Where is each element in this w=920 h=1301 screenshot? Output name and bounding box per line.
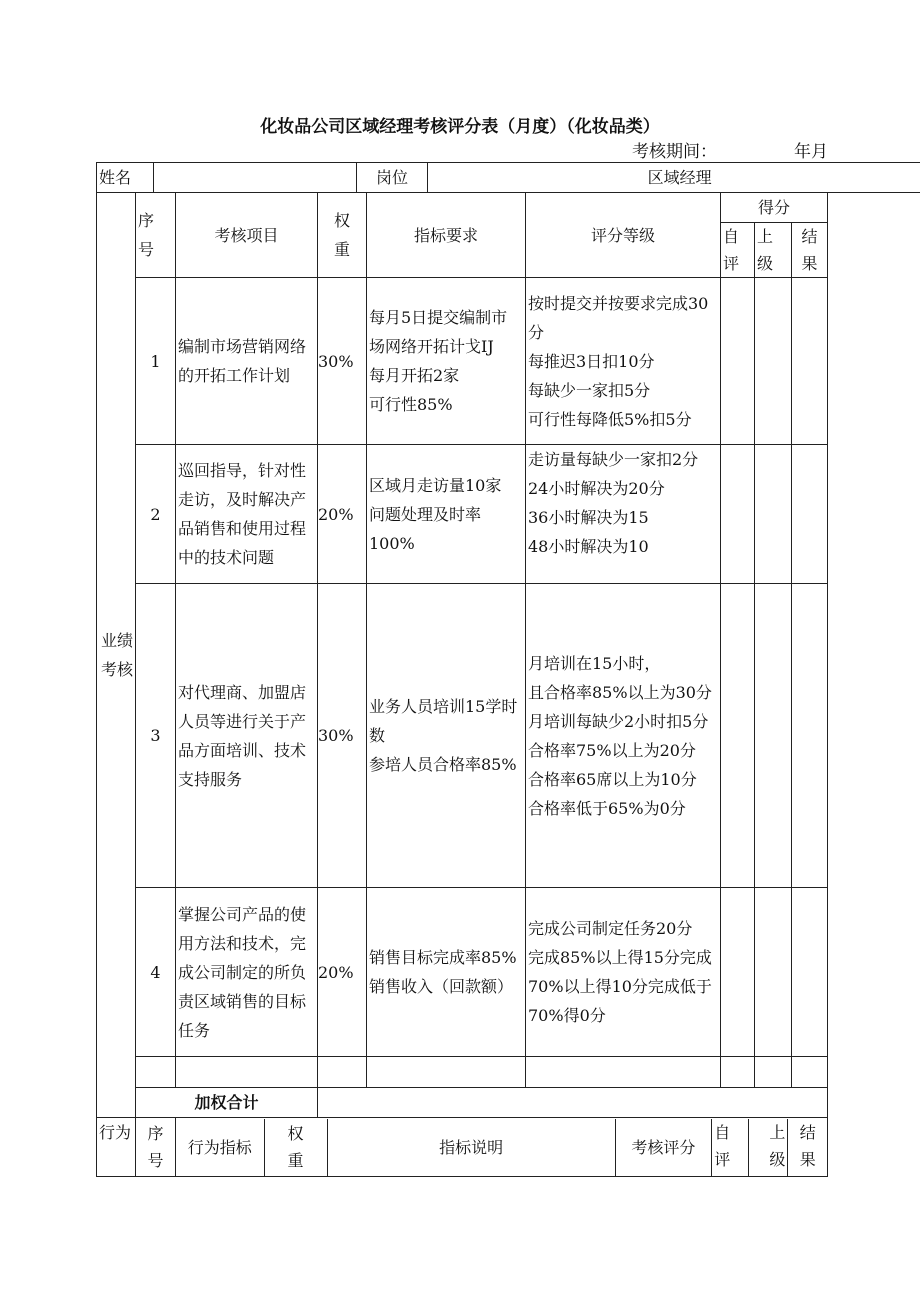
period-label: 考核期间： bbox=[632, 142, 717, 162]
behavior-subtable bbox=[176, 1119, 827, 1176]
row-weight: 20% bbox=[318, 445, 367, 584]
score-result[interactable] bbox=[792, 278, 828, 445]
row-requirement bbox=[367, 888, 526, 1057]
col-superior-text: 上级 bbox=[757, 227, 774, 273]
behavior-weight-text: 权重 bbox=[287, 1124, 304, 1170]
req-line: 问题处理及时率100% bbox=[369, 504, 482, 553]
grade-line: 合格率75%以上为20分 bbox=[528, 740, 696, 760]
empty-cell bbox=[318, 1057, 367, 1088]
col-item-header: 考核项目 bbox=[176, 193, 318, 278]
grade-line: 36小时解决为15 bbox=[528, 508, 649, 527]
row-item: 编制市场营销网络的开拓工作计划 bbox=[176, 278, 318, 445]
behavior-score-header: 考核评分 bbox=[615, 1119, 712, 1176]
behavior-label: 行为 bbox=[97, 1118, 136, 1177]
behavior-result-header bbox=[788, 1119, 827, 1176]
grade-line: 完成公司制定任务20分 bbox=[528, 919, 693, 938]
score-result[interactable] bbox=[792, 445, 828, 584]
grade-line: 可行性每降低5%扣5分 bbox=[528, 409, 692, 429]
score-superior[interactable] bbox=[755, 278, 792, 445]
row-seq: 2 bbox=[136, 445, 176, 584]
behavior-seq-header bbox=[136, 1118, 176, 1177]
name-value[interactable] bbox=[154, 163, 357, 193]
empty-row bbox=[97, 1057, 828, 1088]
score-self[interactable] bbox=[721, 445, 755, 584]
col-grading-header: 评分等级 bbox=[526, 193, 721, 278]
page-title: 化妆品公司区域经理考核评分表（月度）（化妆品类） bbox=[260, 117, 660, 137]
score-superior[interactable] bbox=[755, 445, 792, 584]
grade-line: 月培训在15小时， bbox=[528, 653, 661, 673]
grade-line: 每缺少一家扣5分 bbox=[528, 380, 651, 400]
row-grading bbox=[526, 278, 721, 445]
weighted-total-row bbox=[97, 1088, 828, 1118]
name-label: 姓名 bbox=[97, 163, 154, 193]
score-self[interactable] bbox=[721, 584, 755, 888]
score-result[interactable] bbox=[792, 888, 828, 1057]
req-line: 每月5日提交编制市场网络开拓计戈IJ bbox=[369, 308, 508, 356]
grade-line: 每推迟3日扣10分 bbox=[528, 351, 655, 371]
behavior-result-text: 结果 bbox=[799, 1122, 816, 1169]
req-line: 业务人员培训15学时数 bbox=[369, 697, 518, 745]
row-requirement bbox=[367, 584, 526, 888]
row-grading bbox=[526, 445, 721, 584]
evaluation-table bbox=[96, 162, 920, 193]
grade-line: 24小时解决为20分 bbox=[528, 479, 665, 498]
grade-line: 48小时解决为10 bbox=[528, 537, 649, 556]
row-requirement bbox=[367, 445, 526, 584]
behavior-weight-header bbox=[264, 1119, 327, 1176]
grade-line: 完成85%以上得15分完成70%以上得10分完成低于70%得0分 bbox=[528, 948, 712, 1025]
assessment-period bbox=[632, 137, 828, 162]
table-row bbox=[97, 278, 828, 445]
col-seq-text: 序号 bbox=[138, 211, 155, 259]
section-label bbox=[97, 193, 136, 1118]
period-suffix: 年月 bbox=[794, 142, 828, 162]
behavior-header-cell bbox=[176, 1118, 828, 1177]
row-seq: 3 bbox=[136, 584, 176, 888]
behavior-indicator-header: 行为指标 bbox=[176, 1119, 264, 1176]
req-line: 可行性85% bbox=[369, 395, 453, 414]
empty-cell bbox=[526, 1057, 721, 1088]
row-weight: 20% bbox=[318, 888, 367, 1057]
position-value: 区域经理 bbox=[428, 163, 920, 193]
empty-cell bbox=[136, 1057, 176, 1088]
req-line: 区域月走访量10家 bbox=[369, 475, 502, 495]
performance-table bbox=[96, 192, 828, 1177]
col-self-header bbox=[721, 223, 755, 278]
col-result-text: 结果 bbox=[801, 227, 818, 273]
score-self[interactable] bbox=[721, 888, 755, 1057]
behavior-superior-text: 上级 bbox=[769, 1122, 786, 1169]
row-item: 对代理商、加盟店人员等进行关于产品方面培训、技术支持服务 bbox=[176, 584, 318, 888]
req-line: 每月开拓2家 bbox=[369, 366, 460, 385]
score-self[interactable] bbox=[721, 278, 755, 445]
grade-line: 且合格率85%以上为30分 bbox=[528, 682, 712, 702]
behavior-seq-text: 序号 bbox=[147, 1124, 164, 1170]
col-superior-header bbox=[755, 223, 792, 278]
position-label: 岗位 bbox=[357, 163, 428, 193]
row-seq: 1 bbox=[136, 278, 176, 445]
behavior-self-header bbox=[712, 1119, 749, 1176]
req-line: 参培人员合格率85% bbox=[369, 755, 517, 774]
table-row bbox=[97, 584, 828, 888]
weighted-total-label: 加权合计 bbox=[136, 1088, 318, 1118]
score-superior[interactable] bbox=[755, 888, 792, 1057]
behavior-description-header: 指标说明 bbox=[327, 1119, 615, 1176]
table-row bbox=[97, 888, 828, 1057]
req-line: 销售收入（回款额） bbox=[369, 977, 514, 996]
row-item: 巡回指导，针对性走访，及时解决产品销售和使用过程中的技术问题 bbox=[176, 445, 318, 584]
grade-line: 按时提交并按要求完成30分 bbox=[528, 293, 709, 342]
empty-cell bbox=[792, 1057, 828, 1088]
behavior-header-row bbox=[97, 1118, 828, 1177]
grade-line: 合格率低于65%为0分 bbox=[528, 798, 686, 818]
grade-line: 合格率65席以上为10分 bbox=[528, 769, 697, 789]
grade-line: 走访量每缺少一家扣2分 bbox=[528, 450, 699, 469]
row-weight: 30% bbox=[318, 278, 367, 445]
col-weight-header bbox=[318, 193, 367, 278]
row-item: 掌握公司产品的使用方法和技术，完成公司制定的所负责区域销售的目标任务 bbox=[176, 888, 318, 1057]
empty-cell bbox=[367, 1057, 526, 1088]
col-result-header bbox=[792, 223, 828, 278]
row-grading bbox=[526, 888, 721, 1057]
col-weight-text: 权重 bbox=[333, 211, 350, 259]
col-seq-header bbox=[136, 193, 176, 278]
behavior-self-text: 自评 bbox=[714, 1122, 731, 1169]
row-seq: 4 bbox=[136, 888, 176, 1057]
section-text: 业绩考核 bbox=[100, 631, 133, 679]
empty-cell bbox=[176, 1057, 318, 1088]
empty-cell bbox=[755, 1057, 792, 1088]
score-result[interactable] bbox=[792, 584, 828, 888]
col-self-text: 自评 bbox=[723, 227, 740, 273]
req-line: 销售目标完成率85% bbox=[369, 948, 517, 967]
row-grading bbox=[526, 584, 721, 888]
behavior-superior-header bbox=[749, 1119, 788, 1176]
score-superior[interactable] bbox=[755, 584, 792, 888]
table-row bbox=[97, 445, 828, 584]
grade-line: 月培训每缺少2小时扣5分 bbox=[528, 711, 709, 731]
col-score-header: 得分 bbox=[721, 193, 828, 223]
row-requirement bbox=[367, 278, 526, 445]
row-weight: 30% bbox=[318, 584, 367, 888]
col-requirement-header: 指标要求 bbox=[367, 193, 526, 278]
weighted-total-value[interactable] bbox=[318, 1088, 828, 1118]
empty-cell bbox=[721, 1057, 755, 1088]
